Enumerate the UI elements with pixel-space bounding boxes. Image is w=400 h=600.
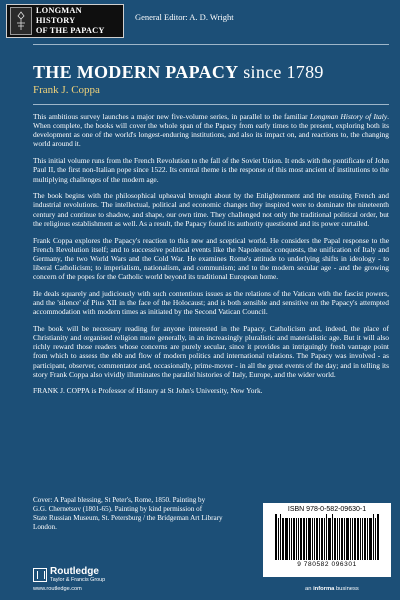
- series-reference: Longman History of Italy: [310, 112, 388, 121]
- credit-line: London.: [33, 523, 57, 531]
- barcode-bar: [360, 518, 361, 560]
- divider-title: [33, 104, 389, 105]
- barcode-bar: [280, 514, 281, 560]
- barcode-bar: [291, 518, 292, 560]
- book-title: [33, 62, 324, 83]
- barcode-bar: [357, 518, 359, 560]
- barcode-bar: [362, 518, 363, 560]
- title-main: THE MODERN PAPACY: [33, 62, 239, 82]
- isbn-number: ISBN 978-0-582-09630-1: [287, 506, 367, 513]
- barcode-bar: [300, 518, 302, 560]
- barcode-bar: [308, 518, 311, 560]
- barcode-bar: [321, 518, 323, 560]
- credit-line: Cover: A Papal blessing, St Peter's, Rome, 1850. Painting by: [33, 496, 206, 504]
- blurb-paragraph: The book begins with the philosophical upheaval brought about by the Enlightenment and the ensuing French and industrial revolutions. The intellectual, political and economic changes they inspired were to dominate the nineteenth century and continue to shadow, and shape, our own time. They challenged not only the traditional political order, but the religious establishment as well. As a result, the Papacy found its authority questioned and its power curtailed.: [33, 191, 389, 228]
- credit-line: G.G. Chernetsov (1801-65). Painting by kind permission of: [33, 505, 203, 513]
- barcode-graphic: [268, 516, 386, 560]
- barcode-bar: [344, 518, 345, 560]
- barcode-bar: [364, 518, 366, 560]
- barcode-bar: [346, 518, 349, 560]
- isbn-barcode-box: [263, 503, 391, 577]
- barcode-bar: [377, 514, 379, 560]
- barcode-bar: [332, 514, 333, 560]
- barcode-bar: [367, 518, 368, 560]
- publisher-website: www.routledge.com: [33, 586, 82, 592]
- barcode-bar: [275, 514, 277, 560]
- barcode-bar: [375, 518, 376, 560]
- barcode-bar: [354, 518, 356, 560]
- barcode-bar: [303, 518, 305, 560]
- blurb-paragraph: This ambitious survey launches a major new five-volume series, in parallel to the familiar Longman History of Italy. When complete, the books will cover the whole span of the Papacy from early times to the present, exploring both its development as one of the world's longest-enduring institutions, and also its impact on, and reactions to, the changing world around it.: [33, 112, 389, 149]
- routledge-logo-icon: [33, 568, 47, 582]
- barcode-bar: [341, 518, 343, 560]
- publisher-logo: [33, 567, 105, 583]
- barcode-bar: [373, 514, 374, 560]
- barcode-bar: [337, 518, 338, 560]
- barcode-bar: [316, 518, 318, 560]
- barcode-bar: [289, 518, 290, 560]
- barcode-bar: [282, 518, 284, 560]
- blurb-paragraph: Frank Coppa explores the Papacy's reaction to this new and sceptical world. He considers the Papal response to the French Revolution itself; and to successive political events like the Napoleonic conquests, the unification of Italy and Germany, the two World Wars and the Cold War. He examines Rome's attitude to underlying shifts in ideology - to liberal Catholicism; to imperialism, nationalism, and communism; and to the modern secular age - and the growing concern of the popes for the Catholic world beyond its traditional European home.: [33, 235, 389, 282]
- blurb-paragraph: He deals squarely and judiciously with such contentious issues as the relations of the Vatican with the fascist powers, and the 'silence' of Pius XII in the face of the Holocaust; and is both sensible and sensitive on the Papacy's attempted accommodation with modern times as initiated by the Second Vatican Council.: [33, 288, 389, 317]
- author-bio: FRANK J. COPPA is Professor of History at St John's University, New York.: [33, 386, 263, 396]
- series-line-1: LONGMAN HISTORY: [35, 6, 82, 25]
- barcode-bar: [369, 518, 372, 560]
- publisher-group: Taylor & Francis Group: [50, 577, 106, 583]
- barcode-digits: 9 780582 096301: [297, 561, 357, 568]
- informa-brand: informa: [313, 586, 335, 592]
- papal-crest-icon: [10, 7, 32, 35]
- informa-prefix: an: [305, 586, 314, 592]
- credit-line: State Russian Museum, St. Petersburg / the Bridgeman Art Library: [33, 514, 223, 522]
- barcode-bar: [352, 518, 353, 560]
- series-badge: [6, 4, 124, 38]
- barcode-bar: [350, 518, 351, 560]
- title-since: since 1789: [238, 62, 324, 82]
- barcode-bar: [328, 518, 331, 560]
- barcode-bar: [278, 518, 279, 560]
- book-author: Frank J. Coppa: [33, 84, 100, 96]
- barcode-bar: [319, 518, 320, 560]
- barcode-bar: [296, 518, 297, 560]
- cover-credit: [33, 496, 243, 532]
- barcode-bar: [324, 518, 325, 560]
- blurb-paragraph: This initial volume runs from the French Revolution to the fall of the Soviet Union. It ends with the pontificate of John Paul II, the first non-Italian pope since 1522. Its central theme is the response of this most ancient of institutions to the multiplying challenges of the modern age.: [33, 156, 389, 184]
- barcode-bar: [326, 514, 327, 560]
- barcode-bar: [314, 518, 315, 560]
- barcode-bar: [312, 518, 313, 560]
- series-line-2: OF THE PAPACY: [35, 26, 105, 35]
- barcode-bar: [334, 518, 336, 560]
- blurb-paragraph: The book will be necessary reading for anyone interested in the Papacy, Catholicism and, indeed, the place of Christianity and organised religion more generally, in an increasingly pluralistic and materialistic age. But it will also richly reward those readers whose concerns are purely secular, since it provides an intriguingly fresh vantage point from which to assess the ebb and flow of modern politics and international relations. The Papacy was involved - as participant, observer, commentator and, occasionally, prime-mover - in all the great events of the day; and in telling its story Frank Coppa also vividly illuminates the parallel histories of Italy, Europe, and the wider world.: [33, 323, 389, 379]
- publisher-name: Routledge: [50, 566, 99, 577]
- informa-business: [305, 586, 359, 592]
- barcode-bar: [293, 518, 295, 560]
- informa-suffix: business: [334, 586, 359, 592]
- barcode-bar: [306, 518, 307, 560]
- barcode-bar: [298, 518, 299, 560]
- general-editor: General Editor: A. D. Wright: [135, 12, 234, 22]
- divider-top: [33, 44, 389, 45]
- barcode-bar: [339, 518, 340, 560]
- back-cover-blurb: [33, 112, 389, 403]
- barcode-bar: [285, 518, 288, 560]
